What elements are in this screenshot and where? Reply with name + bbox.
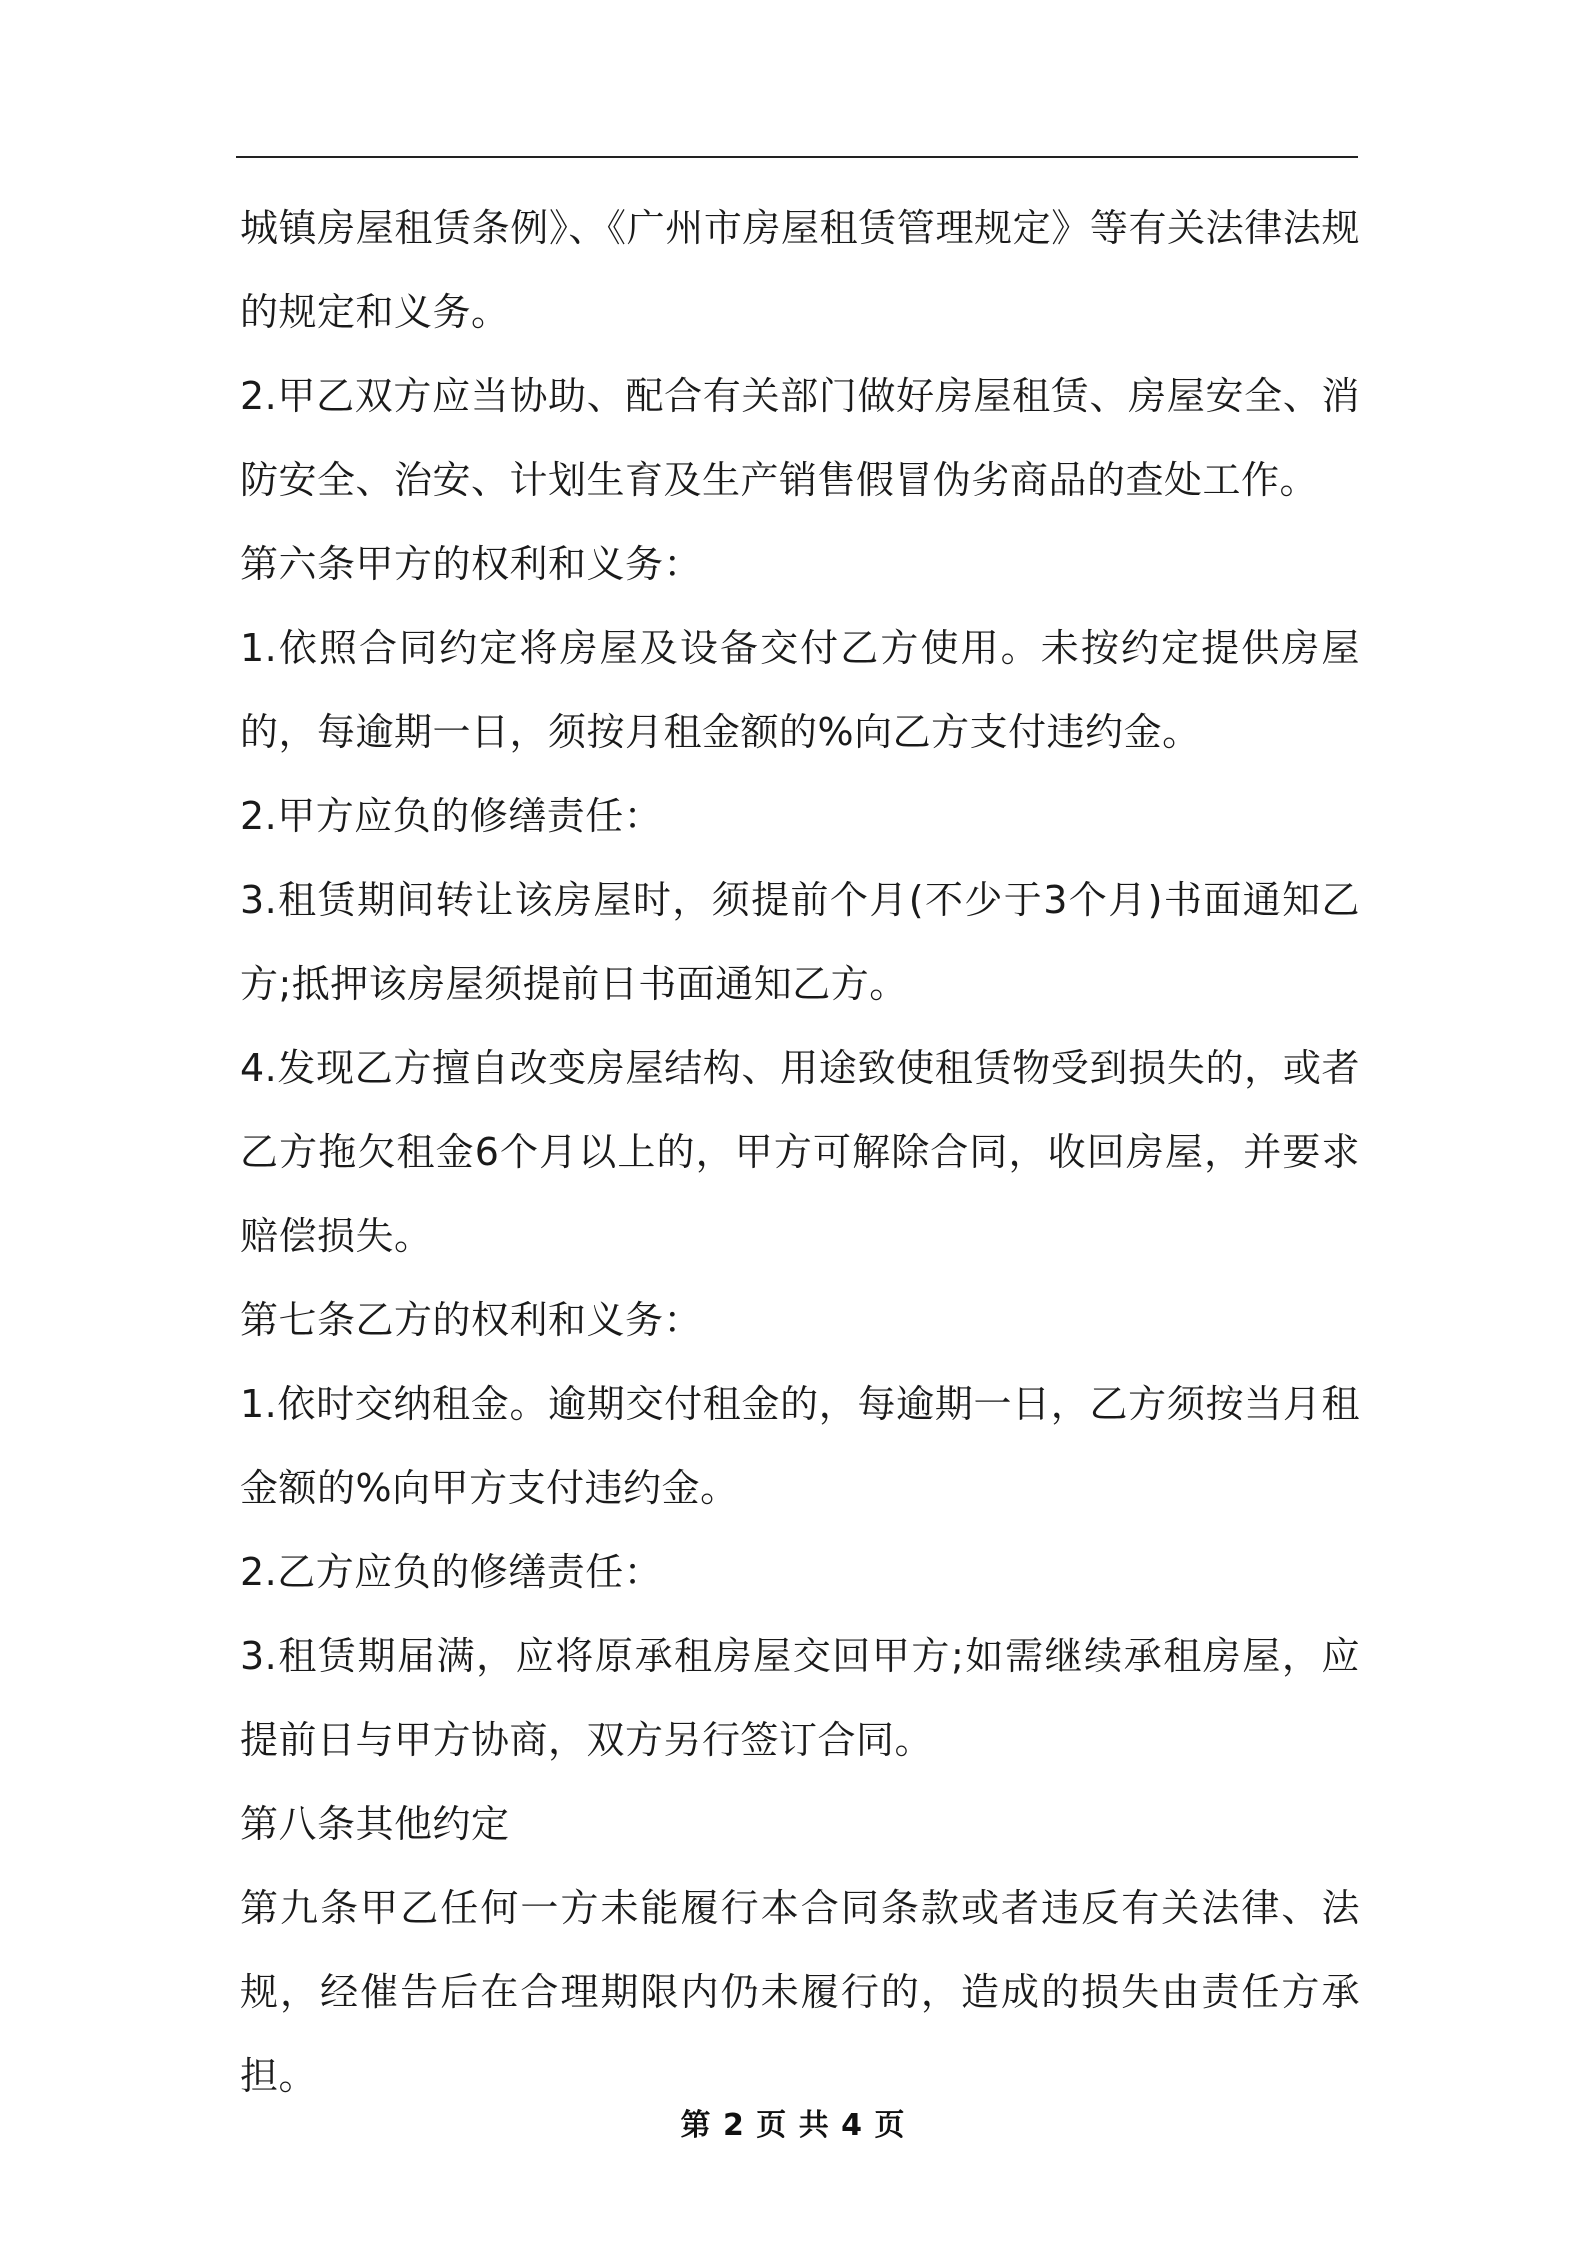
page-number-footer: 第 2 页 共 4 页 [680,2108,906,2143]
document-body [240,186,1360,2118]
header-rule [236,156,1358,158]
paragraph: 2.甲乙双方应当协助、配合有关部门做好房屋租赁、房屋安全、消防安全、治安、计划生育及生产销售假冒伪劣商品的查处工作。 [240,374,1360,502]
paragraph: 城镇房屋租赁条例》、《广州市房屋租赁管理规定》等有关法律法规的规定和义务。 [240,206,1360,334]
section-heading: 第八条其他约定 [240,1802,510,1846]
paragraph: 2.乙方应负的修缮责任： [240,1550,663,1594]
paragraph: 2.甲方应负的修缮责任： [240,794,663,838]
paragraph: 3.租赁期届满，应将原承租房屋交回甲方;如需继续承租房屋，应提前日与甲方协商，双方另行签订合同。 [240,1634,1360,1762]
section-heading: 第六条甲方的权利和义务： [240,542,703,586]
paragraph: 1.依时交纳租金。逾期交付租金的，每逾期一日，乙方须按当月租金额的%向甲方支付违约金。 [240,1382,1360,1510]
paragraph: 1.依照合同约定将房屋及设备交付乙方使用。未按约定提供房屋的，每逾期一日，须按月租金额的%向乙方支付违约金。 [240,626,1360,754]
section-heading: 第七条乙方的权利和义务： [240,1298,703,1342]
paragraph: 第九条甲乙任何一方未能履行本合同条款或者违反有关法律、法规，经催告后在合理期限内仍未履行的，造成的损失由责任方承担。 [240,1886,1360,2098]
paragraph: 4.发现乙方擅自改变房屋结构、用途致使租赁物受到损失的，或者乙方拖欠租金6个月以上的，甲方可解除合同，收回房屋，并要求赔偿损失。 [240,1046,1360,1258]
paragraph: 3.租赁期间转让该房屋时，须提前个月(不少于3个月)书面通知乙方;抵押该房屋须提前日书面通知乙方。 [240,878,1360,1006]
